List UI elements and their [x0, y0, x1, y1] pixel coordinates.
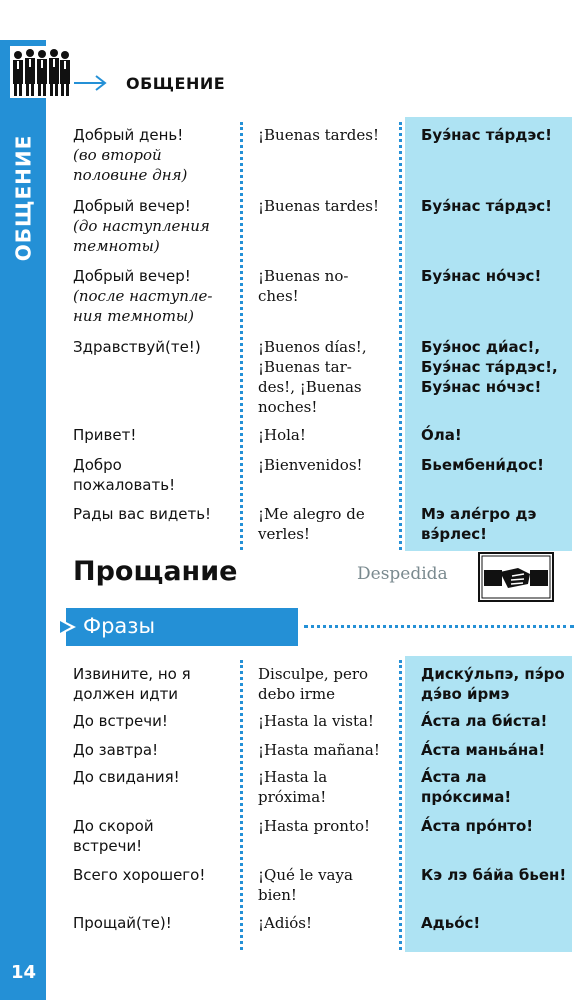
transcription: Бьембени́дос! [421, 456, 545, 474]
transcription: О́ла! [421, 426, 462, 444]
russian-phrase: Добрый вечер! (после наступле- ния темноты) [73, 266, 238, 326]
russian-phrase: Прощай(те)! [73, 914, 172, 932]
transcription: А́ста маньа́на! [421, 741, 546, 759]
usage-note: половине дня) [73, 166, 188, 184]
phrases-tab-label: Фразы [83, 614, 156, 638]
transcription: Адьо́с! [421, 914, 481, 932]
people-group-icon [10, 46, 72, 98]
transcription: Буэ́нас та́рдэс! [421, 126, 552, 144]
russian-phrase: Рады вас видеть! [73, 505, 212, 523]
spanish-phrase: ¡Buenas tardes! [258, 126, 380, 144]
spanish-phrase: ¡Hasta la vista! [258, 712, 374, 730]
russian-phrase: До завтра! [73, 741, 159, 759]
transcription: Кэ лэ ба́йа бьен! [421, 866, 567, 884]
russian-phrase: Добро пожаловать! [73, 456, 176, 494]
tab-arrow-icon [58, 618, 76, 636]
russian-phrase: Извините, но я должен идти [73, 665, 191, 703]
russian-phrase: До скорой встречи! [73, 817, 154, 855]
transcription: А́ста ла про́ксима! [421, 768, 512, 806]
spanish-phrase: ¡Hasta la próxima! [258, 768, 328, 806]
russian-phrase: Привет! [73, 426, 137, 444]
spanish-phrase: ¡Bienvenidos! [258, 456, 363, 474]
spanish-phrase: ¡Hasta mañana! [258, 741, 380, 759]
usage-note: ния темноты) [73, 307, 194, 325]
usage-note: (до наступления [73, 217, 210, 235]
russian-phrase: Всего хорошего! [73, 866, 206, 884]
spanish-phrase: ¡Me alegro de verles! [258, 505, 365, 543]
spanish-phrase: ¡Adiós! [258, 914, 313, 932]
page-number: 14 [11, 962, 37, 983]
usage-note: (после наступле- [73, 287, 213, 305]
side-section-title: ОБЩЕНИЕ [11, 134, 35, 262]
russian-phrase: До свидания! [73, 768, 180, 786]
spanish-phrase: Disculpe, pero debo irme [258, 665, 369, 703]
transcription-column-bg [405, 117, 572, 551]
dotted-separator [304, 625, 574, 628]
transcription: А́ста про́нто! [421, 817, 534, 835]
spanish-phrase: ¡Hola! [258, 426, 306, 444]
column-divider [240, 660, 243, 950]
farewell-subtitle: Despedida [357, 564, 448, 584]
arrow-right-icon [74, 74, 108, 92]
spanish-phrase: ¡Buenos días!, ¡Buenas tar- des!, ¡Buenas noches! [258, 338, 367, 416]
handshake-icon [478, 552, 554, 602]
usage-note: (во второй [73, 146, 162, 164]
spanish-phrase: ¡Buenas tardes! [258, 197, 380, 215]
transcription: Мэ але́гро дэ вэ́рлес! [421, 505, 537, 543]
russian-phrase: Добрый день! (во второй половине дня) [73, 125, 238, 185]
transcription: Буэ́нос ди́ас!, Буэ́нас та́рдэс!, Буэ́нас но́чэс! [421, 338, 558, 396]
column-divider [240, 122, 243, 550]
usage-note: темноты) [73, 237, 160, 255]
russian-phrase: Здравствуй(те!) [73, 338, 201, 356]
column-divider [399, 122, 402, 550]
transcription: Буэ́нас та́рдэс! [421, 197, 552, 215]
column-divider [399, 660, 402, 950]
spanish-phrase: ¡Buenas no- ches! [258, 267, 349, 305]
spanish-phrase: ¡Qué le vaya bien! [258, 866, 353, 904]
russian-phrase: До встречи! [73, 712, 168, 730]
russian-phrase: Добрый вечер! (до наступления темноты) [73, 196, 238, 256]
spanish-phrase: ¡Hasta pronto! [258, 817, 371, 835]
transcription: Диску́льпэ, пэ́ро дэ́во и́рмэ [421, 665, 565, 703]
transcription: Буэ́нас но́чэс! [421, 267, 542, 285]
section-title: ОБЩЕНИЕ [126, 74, 226, 93]
farewell-heading: Прощание [73, 556, 238, 587]
side-section-label [6, 128, 40, 268]
transcription: А́ста ла би́ста! [421, 712, 548, 730]
